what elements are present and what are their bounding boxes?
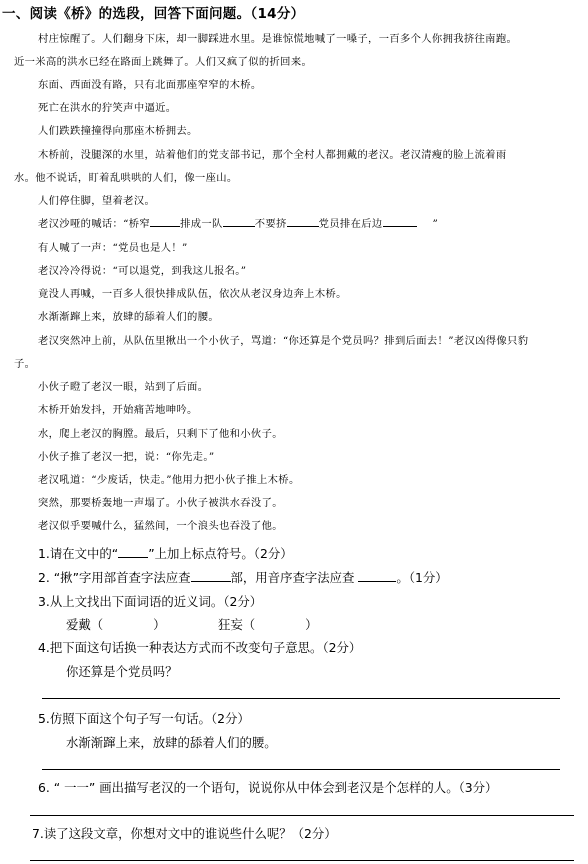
passage-line: 人们停住脚，望着老汉。 bbox=[38, 195, 156, 207]
passage-line: 竟没人再喊，一百多人很快排成队伍，依次从老汉身边奔上木桥。 bbox=[38, 288, 347, 300]
passage-line-with-blanks bbox=[38, 213, 438, 236]
passage-line: 近一米高的洪水已经在路面上跳舞了。人们又疯了似的折回来。 bbox=[14, 56, 313, 68]
passage-line: 小伙子推了老汉一把，说：“你先走。” bbox=[38, 451, 215, 463]
question-2: 2. “揪”字用部首查字法应查 部，用音序查字法应查 。（1分） bbox=[38, 570, 448, 585]
passage-line: 老汉冷冷得说：“可以退党，到我这儿报名。” bbox=[38, 265, 247, 277]
passage-segment: ” bbox=[432, 218, 439, 230]
passage-segment: 不要挤 bbox=[254, 218, 287, 230]
passage-line: 村庄惊醒了。人们翻身下床，却一脚踩进水里。是谁惊慌地喊了一嗓子，一百多个人你拥我挤往南跑。 bbox=[38, 33, 518, 45]
passage-line: 水。他不说话，盯着乱哄哄的人们，像一座山。 bbox=[14, 172, 238, 184]
section-title: 一、阅读《桥》的选段，回答下面问题。（14分） bbox=[2, 6, 305, 22]
punctuation-blank[interactable] bbox=[223, 216, 255, 227]
passage-line: 老汉吼道：“少废话，快走。”他用力把小伙子推上木桥。 bbox=[38, 474, 300, 486]
q2-phonetic-answer[interactable] bbox=[358, 571, 396, 582]
q4-sentence: 你还算是个党员吗？ bbox=[66, 664, 178, 679]
q5-sentence: 水渐渐蹿上来，放肆的舔着人们的腰。 bbox=[66, 735, 277, 750]
q2-radical-answer[interactable] bbox=[191, 571, 231, 582]
q3-word-2: 狂妄（ ） bbox=[218, 617, 318, 632]
passage-line: 水渐渐蹿上来，放肆的舔着人们的腰。 bbox=[38, 311, 219, 323]
passage-line: 老汉似乎要喊什么，猛然间，一个浪头也吞没了他。 bbox=[38, 520, 283, 532]
passage-segment: 排成一队 bbox=[180, 218, 223, 230]
passage-line: 水，爬上老汉的胸膛。最后，只剩下了他和小伙子。 bbox=[38, 428, 283, 440]
passage-line: 木桥开始发抖，开始痛苦地呻吟。 bbox=[38, 404, 198, 416]
passage-line: 东面、西面没有路，只有北面那座窄窄的木桥。 bbox=[38, 79, 262, 91]
q3-word-1: 爱戴（ ） bbox=[66, 617, 166, 632]
passage-line: 子。 bbox=[14, 358, 36, 370]
question-7: 7.读了这段文章，你想对文中的谁说些什么呢？（2分） bbox=[32, 826, 337, 841]
punctuation-blank[interactable] bbox=[287, 216, 319, 227]
question-1: 1.请在文中的“ ”上加上标点符号。（2分） bbox=[38, 546, 293, 561]
q6-answer-line[interactable] bbox=[30, 815, 574, 816]
question-4: 4.把下面这句话换一种表达方式而不改变句子意思。（2分） bbox=[38, 640, 362, 655]
passage-line: 木桥前，没腿深的水里，站着他们的党支部书记，那个全村人都拥戴的老汉。老汉清瘦的脸上流着雨 bbox=[38, 149, 507, 161]
passage-line: 人们跌跌撞撞得向那座木桥拥去。 bbox=[38, 125, 198, 137]
punctuation-blank[interactable] bbox=[150, 216, 180, 227]
question-6: 6. “ 一一” 画出描写老汉的一个语句，说说你从中体会到老汉是个怎样的人。（3分） bbox=[38, 780, 498, 795]
passage-line: 突然，那要桥轰地一声塌了。小伙子被洪水吞没了。 bbox=[38, 497, 283, 509]
passage-line: 死亡在洪水的狞笑声中逼近。 bbox=[38, 102, 177, 114]
punctuation-blank[interactable] bbox=[383, 216, 417, 227]
q5-answer-line[interactable] bbox=[42, 769, 560, 770]
question-5: 5.仿照下面这个句子写一句话。（2分） bbox=[38, 711, 250, 726]
passage-segment: 党员排在后边 bbox=[318, 218, 383, 230]
passage-line: 有人喊了一声：“党员也是人！” bbox=[38, 242, 188, 254]
q1-blank bbox=[118, 547, 148, 558]
question-3: 3.从上文找出下面词语的近义词。（2分） bbox=[38, 594, 263, 609]
passage-line: 老汉突然冲上前，从队伍里揪出一个小伙子，骂道：“你还算是个党员吗？排到后面去！”老汉凶得像只豹 bbox=[38, 335, 529, 347]
passage-segment: 老汉沙哑的喊话：“桥窄 bbox=[38, 218, 151, 230]
passage-line: 小伙子瞪了老汉一眼，站到了后面。 bbox=[38, 381, 209, 393]
q7-answer-line[interactable] bbox=[30, 860, 574, 861]
q4-answer-line[interactable] bbox=[42, 698, 560, 699]
